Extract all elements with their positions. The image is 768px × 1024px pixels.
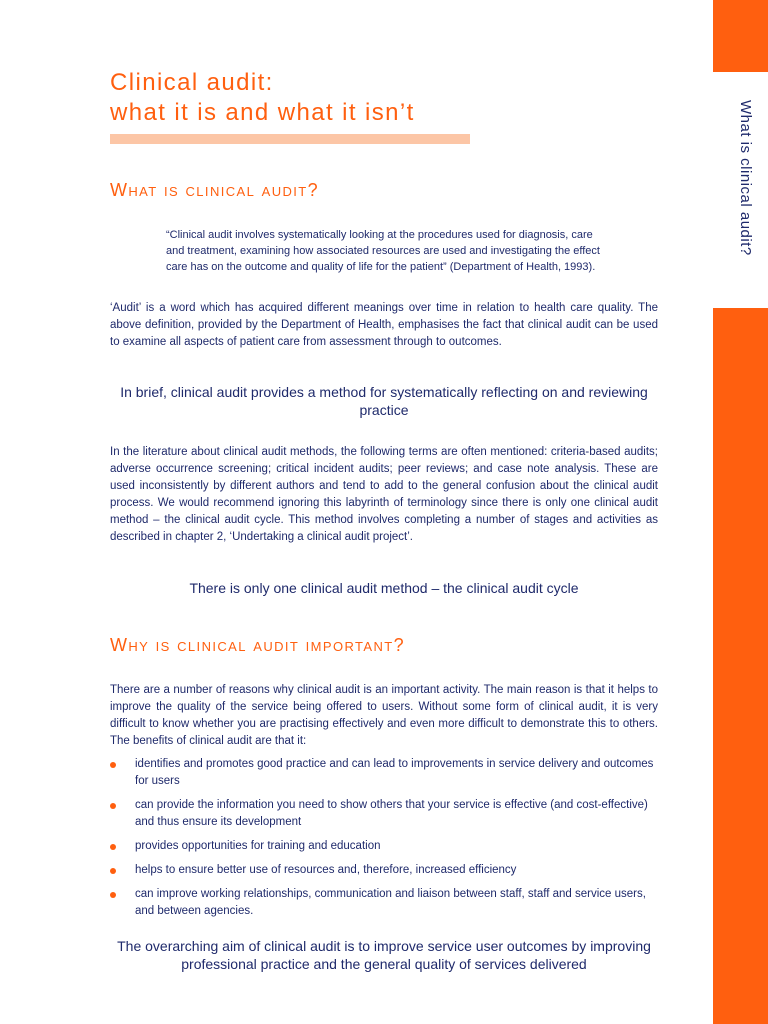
callout-one-method: There is only one clinical audit method – the clinical audit cycle: [189, 580, 579, 596]
benefit-text: can improve working relationships, communication and liaison between staff, staff and service users, and between agencies.: [135, 888, 646, 917]
callout-in-brief: In brief, clinical audit provides a method for systematically reflecting on and reviewing practice: [120, 384, 648, 418]
bullet-icon: [110, 892, 116, 898]
list-item: [110, 862, 658, 879]
benefits-list: [110, 756, 658, 920]
section-heading-what: What is clinical audit?: [110, 180, 320, 200]
title-underline: [110, 134, 470, 144]
list-item: [110, 797, 658, 831]
benefit-text: provides opportunities for training and education: [135, 840, 381, 852]
benefit-text: identifies and promotes good practice and can lead to improvements in service delivery and outcomes for users: [135, 758, 654, 787]
list-item: [110, 886, 658, 920]
title-line-2: what it is and what it isn’t: [110, 99, 415, 126]
benefit-text: can provide the information you need to show others that your service is effective (and cost-effective) and thus ensure its development: [135, 799, 648, 828]
title-line-1: Clinical audit:: [110, 69, 274, 96]
list-item: [110, 756, 658, 790]
benefit-text: helps to ensure better use of resources and, therefore, increased efficiency: [135, 864, 517, 876]
audit-meaning-paragraph: ‘Audit’ is a word which has acquired different meanings over time in relation to health care quality. The above definition, provided by the Department of Health, emphasises the fact that clinical audit can be used to examine all aspects of patient care from assessment through to outcomes.: [110, 302, 658, 348]
bullet-icon: [110, 844, 116, 850]
section-heading-why: Why is clinical audit important?: [110, 635, 406, 655]
side-tab-bottom: [713, 308, 768, 1024]
list-item: [110, 838, 658, 855]
definition-quote: “Clinical audit involves systematically looking at the procedures used for diagnosis, care and treatment, examining how associated resources are used and investigating the effect care has on the outcome and quality of life for the patient” (Department of Health, 1993).: [166, 229, 600, 273]
terminology-paragraph: In the literature about clinical audit methods, the following terms are often mentioned: criteria-based audits; adverse occurrence screening; critical incident audits; peer reviews; and case note analysis. These are used inconsistently by different authors and tend to add to the general confusion about the clinical audit process. We would recommend ignoring this labyrinth of terminology since there is only one clinical audit method – the clinical audit cycle. This method involves completing a number of stages and activities as described in chapter 2, ‘Undertaking a clinical audit project’.: [110, 446, 658, 543]
reasons-paragraph: There are a number of reasons why clinical audit is an important activity. The main reason is that it helps to improve the quality of the service being offered to users. Without some form of clinical audit, it is very difficult to know whether you are practising effectively and even more difficult to demonstrate this to others. The benefits of clinical audit are that it:: [110, 684, 658, 747]
conclusion-callout: The overarching aim of clinical audit is to improve service user outcomes by improving professional practice and the general quality of services delivered: [117, 938, 651, 972]
side-tab-top: [713, 0, 768, 72]
side-label: What is clinical audit?: [737, 100, 754, 256]
bullet-icon: [110, 868, 116, 874]
bullet-icon: [110, 803, 116, 809]
bullet-icon: [110, 762, 116, 768]
page-title: [110, 68, 415, 128]
